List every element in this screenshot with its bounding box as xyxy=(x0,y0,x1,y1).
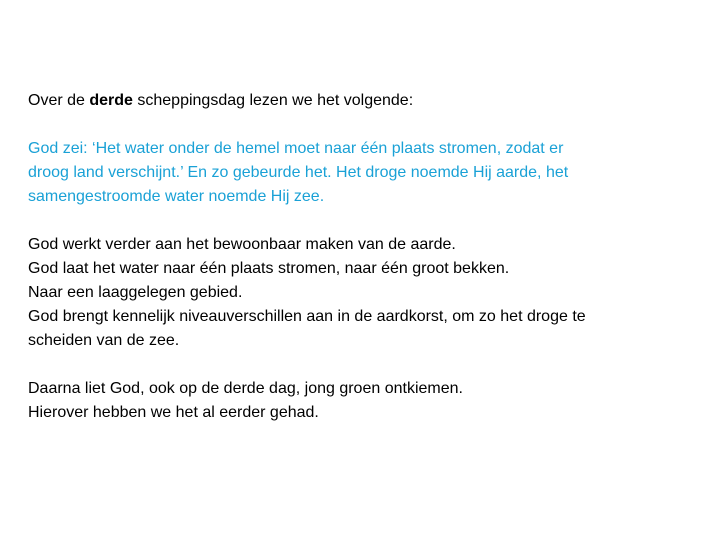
commentary-line: Naar een laaggelegen gebied. xyxy=(28,284,243,301)
quote-line: samengestroomde water noemde Hij zee. xyxy=(28,188,325,205)
closing-line: Hierover hebben we het al eerder gehad. xyxy=(28,404,319,421)
commentary-line: God werkt verder aan het bewoonbaar maken van de aarde. xyxy=(28,236,456,253)
slide-body xyxy=(28,89,708,425)
commentary-paragraph xyxy=(28,233,708,353)
commentary-line: God laat het water naar één plaats stromen, naar één groot bekken. xyxy=(28,260,510,277)
intro-bold-word: derde xyxy=(89,92,133,109)
bible-quote xyxy=(28,137,708,209)
closing-line: Daarna liet God, ook op de derde dag, jong groen ontkiemen. xyxy=(28,380,463,397)
intro-text-before: Over de xyxy=(28,92,90,109)
closing-paragraph xyxy=(28,377,708,425)
intro-text-after: scheppingsdag lezen we het volgende: xyxy=(132,92,414,109)
quote-line: God zei: ‘Het water onder de hemel moet naar één plaats stromen, zodat er xyxy=(28,140,564,157)
intro-paragraph xyxy=(28,89,708,113)
commentary-line: God brengt kennelijk niveauverschillen aan in de aardkorst, om zo het droge te xyxy=(28,308,586,325)
commentary-line: scheiden van de zee. xyxy=(28,332,180,349)
quote-line: droog land verschijnt.’ En zo gebeurde het. Het droge noemde Hij aarde, het xyxy=(28,164,569,181)
